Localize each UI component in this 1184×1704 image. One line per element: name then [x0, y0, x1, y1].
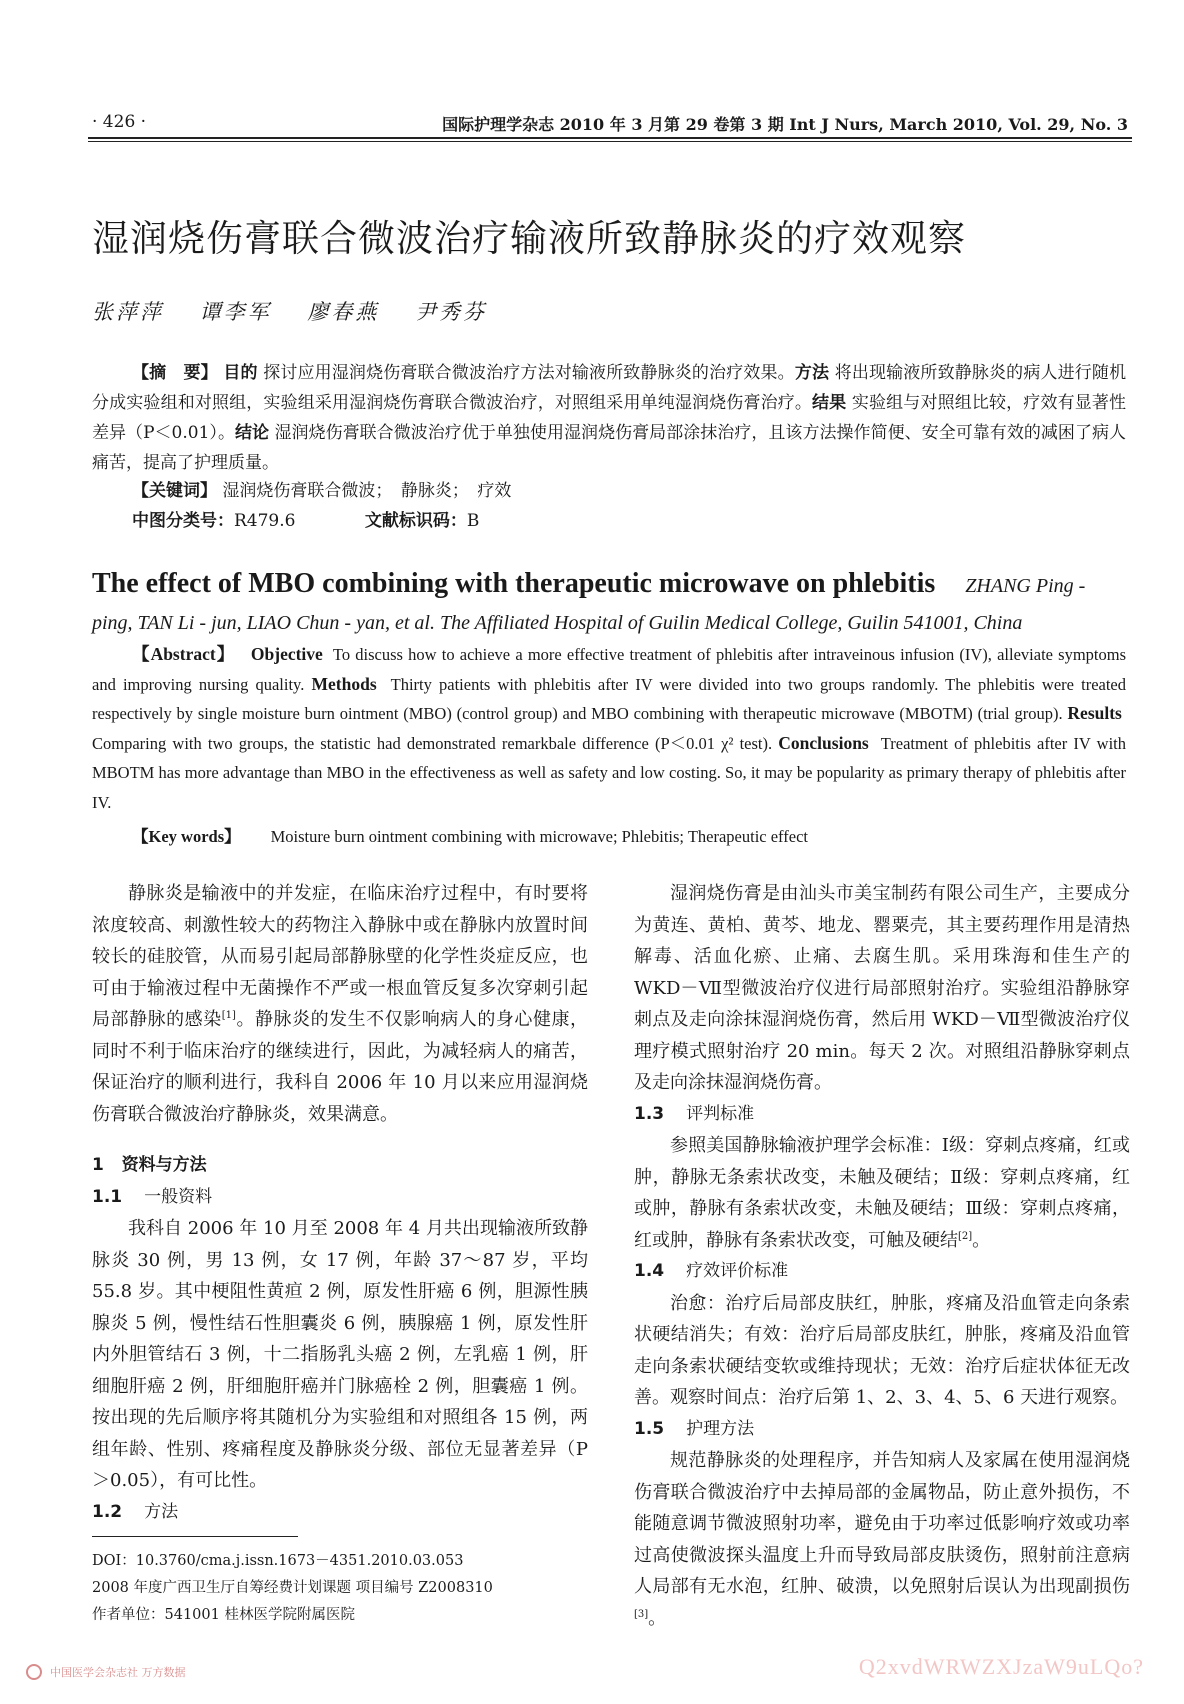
section-number: 1 [92, 1155, 104, 1175]
chinese-abstract [92, 358, 1126, 478]
results-label: 结果 [812, 393, 847, 413]
subsection-number: 1.1 [92, 1186, 123, 1207]
section-heading [92, 1150, 588, 1182]
corner-watermark: Q2xvdWRWZXJzaW9uLQo? [858, 1654, 1144, 1679]
author-name: 张萍萍 [92, 300, 164, 324]
citation-ref: [3] [634, 1608, 649, 1620]
sentence-end: 。 [648, 1607, 667, 1629]
abstract-label: 【摘 要】 [132, 363, 218, 383]
intro-paragraph [92, 878, 588, 1130]
author-name: 廖春燕 [307, 300, 380, 324]
journal-citation: 国际护理学杂志 2010 年 3 月第 29 卷第 3 期 Int J Nurs, March 2010, Vol. 29, No. 3 [442, 115, 1128, 134]
methods-label: 方法 [794, 363, 830, 383]
keywords-label: 【关键词】 [132, 481, 217, 501]
subsection-heading [92, 1497, 588, 1529]
keywords-label: 【Key words】 [132, 827, 241, 846]
intro-text: 静脉炎是输液中的并发症，在临床治疗过程中，有时要将浓度较高、刺激性较大的药物注入静脉中或在静脉内放置时间较长的硅胶管，从而易引起局部静脉壁的化学性炎症反应，也可由于输液过程中无菌操作不严或一根血管反复多次穿刺引起局部静脉的感染 [92, 883, 588, 1030]
objective-label: 目的 [223, 363, 258, 383]
subsection-heading [634, 1099, 1130, 1131]
subsection-heading [634, 1256, 1130, 1288]
body-paragraph [634, 1130, 1130, 1256]
body-column-right [634, 878, 1130, 1634]
subsection-heading [634, 1414, 1130, 1446]
clc-code: R479.6 [234, 511, 296, 531]
methods-text: Thirty patients with phlebitis after IV were divided into two groups randomly. The phlebitis were treated respectively by single moisture burn ointment (MBO) (control group) and MBO combining with therapeutic microwave (MBOTM) (trial group). [92, 674, 1127, 723]
objective-text: To discuss how to achieve a more effective treatment of phlebitis after intraveinous infusion (IV), alleviate symptoms and improving nursing quality. [92, 645, 1127, 694]
objective-label: Objective [250, 644, 323, 664]
running-header [92, 112, 1128, 138]
page-number: · 426 · [92, 112, 147, 132]
subsection-title: 方法 [144, 1501, 179, 1522]
classification-line [132, 506, 479, 536]
subsection-title: 疗效评价标准 [686, 1261, 789, 1281]
english-abstract [92, 640, 1126, 817]
conclusions-text: Treatment of phlebitis after IV with MBOTM has more advantage than MBO in the effectiveness as well as safety and low costing. So, it may be popularity as primary therapy of phlebitis after IV. [92, 733, 1127, 812]
body-paragraph: 治愈：治疗后局部皮肤红，肿胀，疼痛及沿血管走向条索状硬结消失；有效：治疗后局部皮肤红，肿胀，疼痛及沿血管走向条索状硬结变软或维持现状；无效：治疗后症状体征无改善。观察时间点：治疗后第 1、2、3、4、5、6 天进行观察。 [634, 1292, 1130, 1408]
results-text: Comparing with two groups, the statistic had demonstrated remarkbale difference (P＜0.01 χ² test). [92, 733, 773, 753]
results-text: 实验组与对照组比较，疗效有显著性差异（P＜0.01）。 [92, 393, 1127, 443]
english-title-line [92, 568, 1132, 600]
subsection-number: 1.2 [92, 1501, 123, 1522]
header-rule-thick [88, 137, 1132, 139]
english-affiliation: ping, TAN Li - jun, LIAO Chun - yan, et al. The Affiliated Hospital of Guilin Medical College, Guilin 541001, China [92, 612, 1023, 634]
conclusion-label: 结论 [234, 423, 270, 443]
clc-label: 中图分类号： [132, 511, 234, 531]
criteria-text: 参照美国静脉输液护理学会标准：Ⅰ级：穿刺点疼痛，红或肿，静脉无条索状改变，未触及硬结；Ⅱ级：穿刺点疼痛，红或肿，静脉有条索状改变，未触及硬结；Ⅲ级：穿刺点疼痛，红或肿，静脉有条索状改变，可触及硬结 [634, 1135, 1130, 1251]
doc-code: B [466, 511, 480, 531]
footnote-rule [92, 1536, 298, 1537]
publisher-watermark-text: 中国医学会杂志社 万方数据 [50, 1666, 186, 1679]
methods-text: 将出现输液所致静脉炎的病人进行随机分成实验组和对照组，实验组采用湿润烧伤膏联合微波治疗，对照组采用单纯湿润烧伤膏治疗。 [92, 363, 1127, 413]
body-column-left [92, 878, 588, 1528]
subsection-number: 1.4 [634, 1261, 665, 1281]
header-rule-thin [88, 141, 1132, 142]
subsection-number: 1.5 [634, 1418, 665, 1439]
subsection-title: 护理方法 [686, 1418, 755, 1439]
body-paragraph: 我科自 2006 年 10 月至 2008 年 4 月共出现输液所致静脉炎 30 例，男 13 例，女 17 例，年龄 37～87 岁，平均 55.8 岁。其中梗阻性黄疸 2 例，原发性肝癌 6 例，胆源性胰腺炎 5 例，慢性结石性胆囊炎 6 例，胰腺癌 1 例，原发性肝内外胆管结石 3 例，十二指肠乳头癌 2 例，左乳癌 1 例，肝细胞肝癌 2 例，肝细胞肝癌并门脉癌栓 2 例，胆囊癌 1 例。按出现的先后顺序将其随机分为实验组和对照组各 15 例，两组年龄、性别、疼痛程度及静脉炎分级、部位无显著差异（P＞0.05），有可比性。 [92, 1218, 588, 1491]
abstract-label: 【Abstract】 [132, 644, 236, 664]
chinese-keywords [132, 476, 511, 506]
conclusions-label: Conclusions [778, 732, 869, 753]
sentence-end: 。 [972, 1229, 991, 1251]
citation-ref: [2] [958, 1230, 973, 1242]
body-paragraph: 湿润烧伤膏是由汕头市美宝制药有限公司生产，主要成分为黄连、黄柏、黄芩、地龙、罂粟壳，其主要药理作用是清热解毒、活血化瘀、止痛、去腐生肌。采用珠海和佳生产的 WKD－Ⅶ型微波治疗仪进行局部照射治疗。实验组沿静脉穿刺点及走向涂抹湿润烧伤膏，然后用 WKD－Ⅶ型微波治疗仪理疗模式照射治疗 20 min。每天 2 次。对照组沿静脉穿刺点及走向涂抹湿润烧伤膏。 [634, 883, 1130, 1093]
doc-code-label: 文献标识码： [364, 511, 467, 531]
nursing-text: 规范静脉炎的处理程序，并告知病人及家属在使用湿润烧伤膏联合微波治疗中去掉局部的金属物品，防止意外损伤，不能随意调节微波照射功率，避免由于功率过低影响疗效或功率过高使微波探头温度上升而导致局部皮肤烫伤，照射前注意病人局部有无水泡，红肿、破溃，以免照射后误认为出现副损伤 [634, 1450, 1130, 1597]
body-paragraph [634, 1445, 1130, 1634]
author-name: 谭李军 [199, 300, 272, 324]
publisher-logo-icon [26, 1664, 42, 1680]
keywords-text: 湿润烧伤膏联合微波； 静脉炎； 疗效 [222, 481, 512, 501]
results-label: Results [1067, 703, 1122, 723]
subsection-title: 一般资料 [144, 1186, 213, 1207]
doi-line: DOI：10.3760/cma.j.issn.1673－4351.2010.03.053 [92, 1553, 464, 1569]
english-keywords [132, 822, 808, 851]
section-title: 资料与方法 [121, 1155, 207, 1175]
author-list [92, 296, 513, 326]
publisher-watermark [26, 1664, 186, 1680]
subsection-heading [92, 1182, 588, 1214]
keywords-text: Moisture burn ointment combining with microwave; Phlebitis; Therapeutic effect [270, 827, 808, 846]
subsection-number: 1.3 [634, 1103, 665, 1124]
funding-line: 2008 年度广西卫生厅自筹经费计划课题 项目编号 Z2008310 [92, 1580, 493, 1596]
english-author-line: ZHANG Ping - [965, 575, 1086, 597]
methods-label: Methods [311, 673, 377, 694]
article-title: 湿润烧伤膏联合微波治疗输液所致静脉炎的疗效观察 [92, 217, 966, 260]
conclusion-text: 湿润烧伤膏联合微波治疗优于单独使用湿润烧伤膏局部涂抹治疗，且该方法操作简便、安全可靠有效的减困了病人痛苦，提高了护理质量。 [92, 423, 1127, 473]
affiliation-line: 作者单位：541001 桂林医学院附属医院 [92, 1607, 355, 1623]
english-title: The effect of MBO combining with therapeutic microwave on phlebitis [92, 568, 936, 599]
subsection-title: 评判标准 [686, 1103, 755, 1124]
objective-text: 探讨应用湿润烧伤膏联合微波治疗方法对输液所致静脉炎的治疗效果。 [263, 363, 795, 383]
citation-ref: [1] [221, 1010, 236, 1021]
intro-text-cont: 。静脉炎的发生不仅影响病人的身心健康，同时不利于临床治疗的继续进行，因此，为减轻病人的痛苦，保证治疗的顺利进行，我科自 2006 年 10 月以来应用湿润烧伤膏联合微波治疗静脉炎，效果满意。 [92, 1009, 589, 1125]
footnotes [92, 1548, 588, 1629]
author-name: 尹秀芬 [415, 300, 488, 324]
